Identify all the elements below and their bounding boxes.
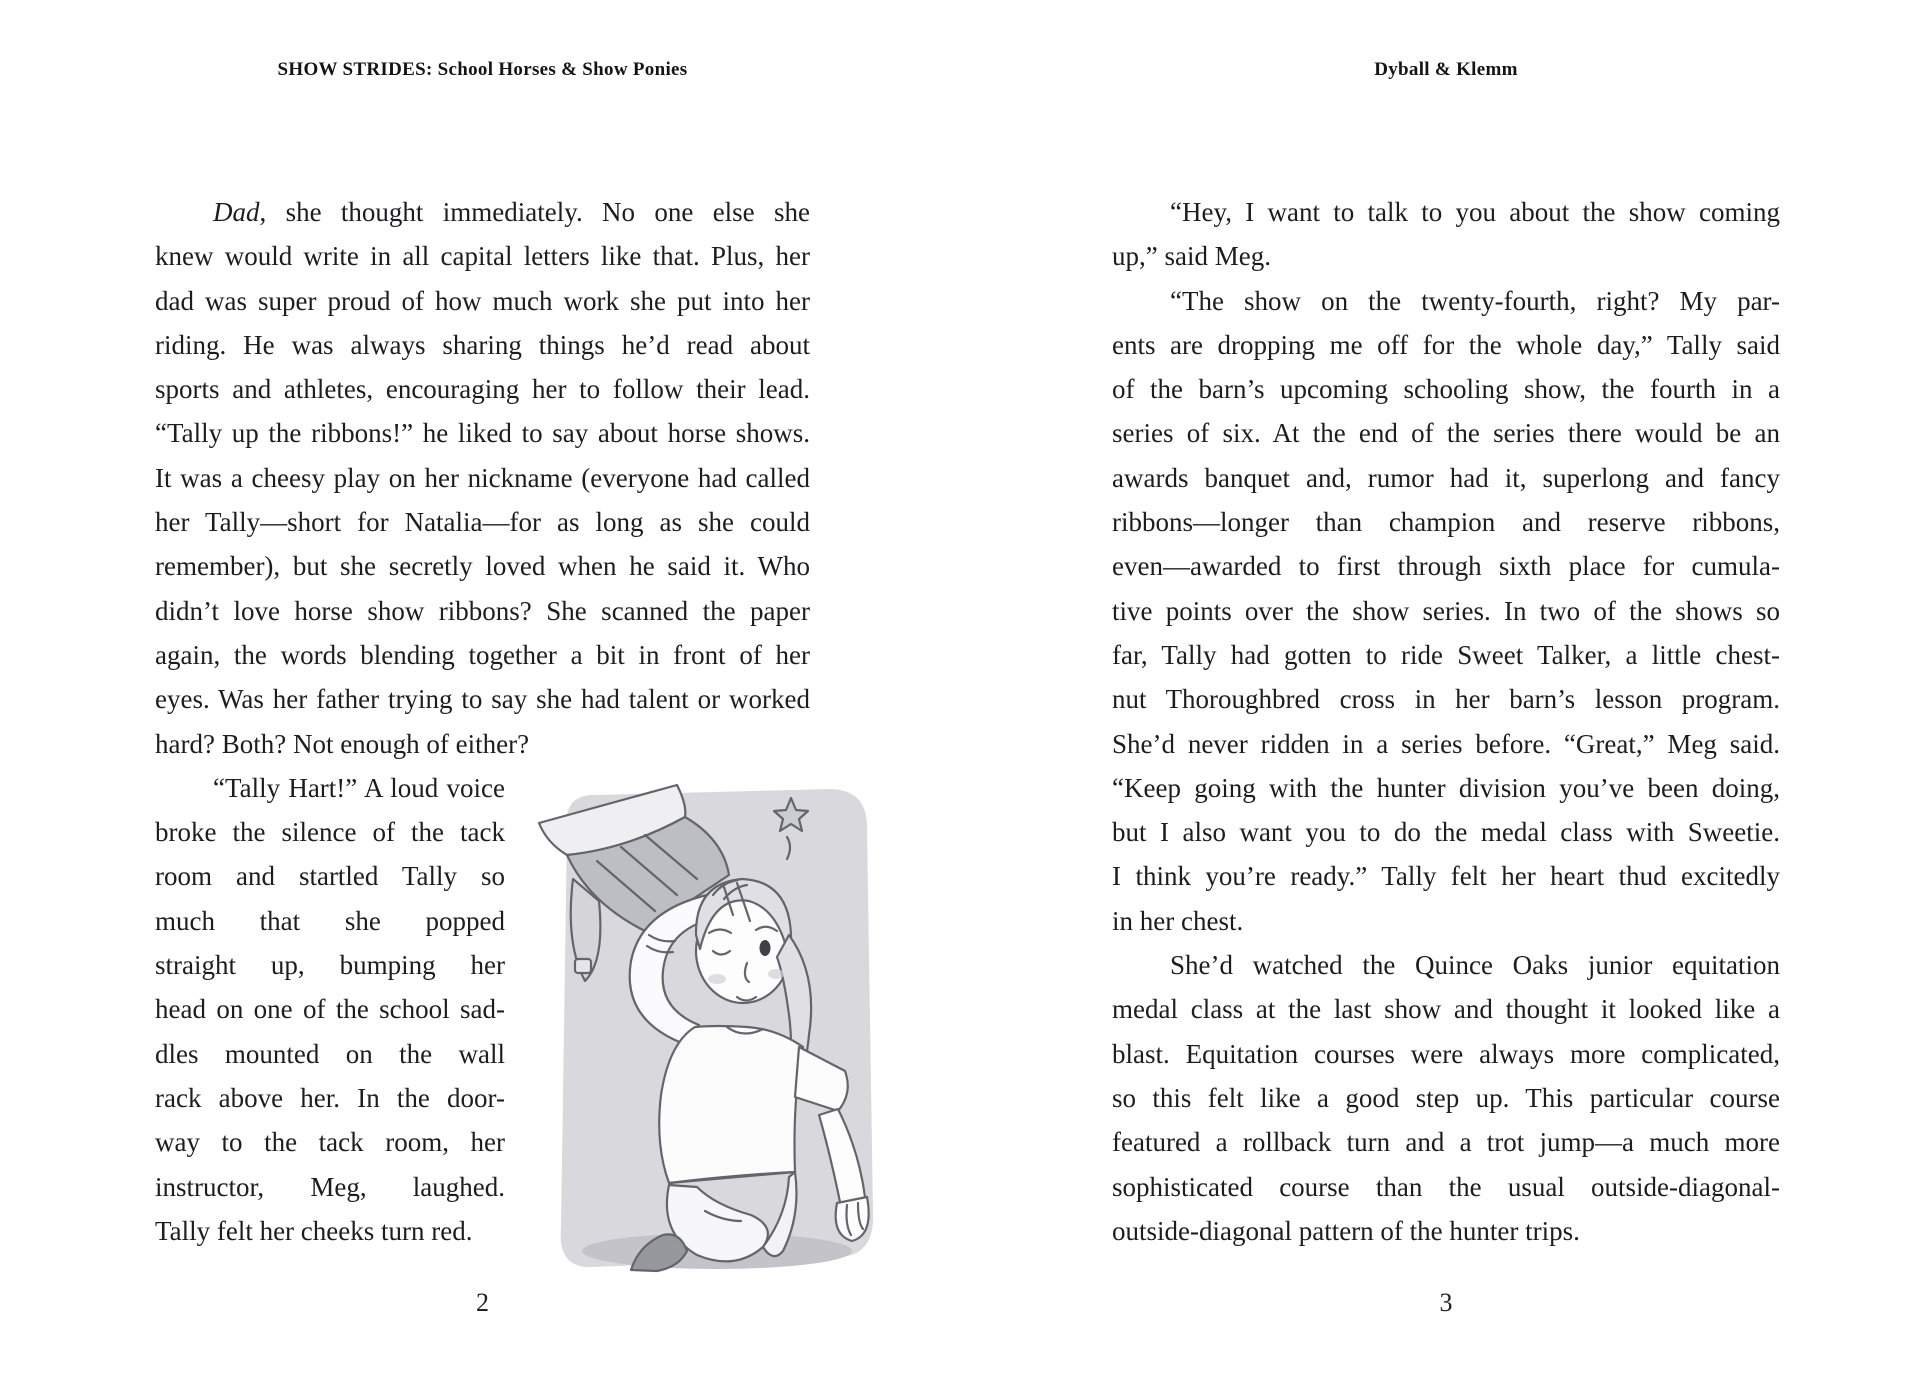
text-line: way to the tack room, her	[155, 1127, 505, 1158]
text-line: in her chest.	[1112, 905, 1244, 936]
right-page-text	[1112, 190, 1780, 1253]
text-line: rack above her. In the door-	[155, 1082, 505, 1113]
text-line: Dad, she thought immediately. No one else she	[213, 197, 810, 227]
text-line: tive points over the show series. In two of the shows so	[1112, 595, 1780, 626]
left-running-head: SHOW STRIDES: School Horses & Show Ponies	[277, 59, 688, 80]
text-line: eyes. Was her father trying to say she had talent or worked	[155, 684, 810, 715]
text-line: remember), but she secretly loved when he said it. Who	[155, 551, 810, 582]
text-line: of the barn’s upcoming schooling show, the fourth in a	[1112, 374, 1780, 405]
text-line: dad was super proud of how much work she put into her	[155, 285, 810, 316]
text-line: blast. Equitation courses were always more complicated,	[1112, 1038, 1780, 1069]
text-line: again, the words blending together a bit in front of her	[155, 639, 810, 670]
text-line: but I also want you to do the medal class with Sweetie.	[1112, 817, 1780, 848]
text-line: Tally felt her cheeks turn red.	[155, 1215, 473, 1246]
text-line: “The show on the twenty-fourth, right? My par-	[1170, 285, 1780, 316]
text-line: sports and athletes, encouraging her to follow their lead.	[155, 374, 810, 405]
text-line: so this felt like a good step up. This particular course	[1112, 1082, 1780, 1113]
text-line: She’d never ridden in a series before. “Great,” Meg said.	[1112, 728, 1780, 759]
text-line: “Hey, I want to talk to you about the show coming	[1170, 197, 1780, 227]
text-line: “Tally Hart!” A loud voice	[213, 772, 505, 803]
text-line: hard? Both? Not enough of either?	[155, 728, 530, 759]
text-line: straight up, bumping her	[155, 950, 505, 981]
left-page-number: 2	[476, 1288, 489, 1317]
text-line: even—awarded to first through sixth place for cumula-	[1112, 551, 1780, 582]
text-line: series of six. At the end of the series there would be an	[1112, 418, 1780, 449]
text-line: room and startled Tally so	[155, 861, 505, 892]
text-line: her Tally—short for Natalia—for as long as she could	[155, 507, 810, 538]
right-page-number: 3	[1439, 1288, 1453, 1317]
text-line: dles mounted on the wall	[155, 1038, 505, 1069]
text-line: awards banquet and, rumor had it, superlong and fancy	[1112, 462, 1780, 493]
text-line: didn’t love horse show ribbons? She scanned the paper	[155, 595, 810, 626]
text-line: broke the silence of the tack	[155, 817, 505, 848]
text-line: “Tally up the ribbons!” he liked to say about horse shows.	[155, 418, 810, 449]
text-line: medal class at the last show and thought it looked like a	[1112, 994, 1780, 1025]
text-line: head on one of the school sad-	[155, 994, 505, 1025]
text-line: up,” said Meg.	[1112, 241, 1271, 272]
text-line: featured a rollback turn and a trot jump—a much more	[1112, 1127, 1780, 1158]
illustration-tally-bumps-head	[537, 783, 882, 1273]
text-line: outside-diagonal pattern of the hunter trips.	[1112, 1215, 1580, 1246]
text-line: riding. He was always sharing things he’d read about	[155, 329, 810, 360]
text-line: sophisticated course than the usual outside-diagonal-	[1112, 1171, 1780, 1202]
text-line: It was a cheesy play on her nickname (everyone had called	[155, 462, 810, 493]
text-line: instructor, Meg, laughed.	[155, 1171, 505, 1202]
text-line: far, Tally had gotten to ride Sweet Talker, a little chest-	[1112, 639, 1780, 670]
text-line: knew would write in all capital letters like that. Plus, her	[155, 241, 810, 272]
right-running-head: Dyball & Klemm	[1374, 59, 1518, 80]
text-line: ents are dropping me off for the whole day,” Tally said	[1112, 329, 1780, 360]
text-line: She’d watched the Quince Oaks junior equitation	[1170, 950, 1780, 981]
text-line: nut Thoroughbred cross in her barn’s lesson program.	[1112, 684, 1780, 715]
text-line: much that she popped	[155, 905, 505, 936]
text-line: I think you’re ready.” Tally felt her heart thud excitedly	[1112, 861, 1780, 892]
text-line: ribbons—longer than champion and reserve ribbons,	[1112, 507, 1780, 538]
text-line: “Keep going with the hunter division you’ve been doing,	[1112, 772, 1780, 803]
